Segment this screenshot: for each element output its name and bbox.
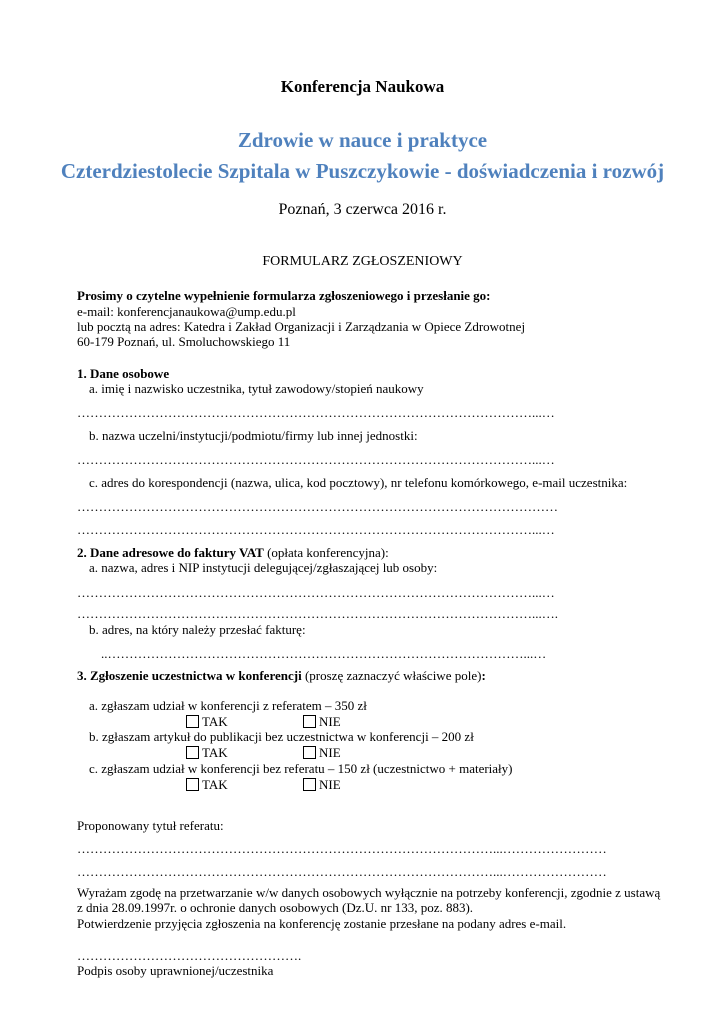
intro-email: e-mail: konferencjanaukowa@ump.edu.pl	[77, 304, 296, 319]
checkbox-b-yes[interactable]	[186, 746, 199, 759]
section1-heading: 1. Dane osobowe	[77, 366, 170, 381]
option-c-yes[interactable]	[186, 777, 228, 793]
option-a-no[interactable]	[303, 714, 341, 730]
option-b-yes[interactable]	[186, 745, 228, 761]
checkbox-c-no[interactable]	[303, 778, 316, 791]
fill-line-invoice-address[interactable]: ..……………………………………………………………………………………...…	[101, 646, 547, 661]
section3-heading	[77, 668, 486, 684]
section3-heading-colon: :	[481, 668, 486, 683]
option-a-yes-label: TAK	[202, 714, 228, 729]
fill-line-invoice-2[interactable]: ……………………………………………………………………………………………...….	[77, 606, 558, 621]
option-a-yes[interactable]	[186, 714, 228, 730]
fill-line-address-1[interactable]: …………………………………………………………………………………………………	[77, 499, 558, 514]
consent-line-2: z dnia 28.09.1997r. o ochronie danych osobowych (Dz.U. nr 133, poz. 883).	[77, 900, 474, 915]
section2-item-a: a. nazwa, adres i NIP instytucji delegującej/zgłaszającej lub osoby:	[89, 560, 438, 575]
option-b-no-label: NIE	[319, 745, 341, 760]
section2-heading-rest: (opłata konferencyjna):	[263, 545, 389, 560]
title-line-2: Czterdziestolecie Szpitala w Puszczykowie - doświadczenia i rozwój	[60, 159, 665, 183]
fill-line-paper-1[interactable]: ……………………………………………………………………………………...……………………	[77, 841, 607, 856]
section2-item-b: b. adres, na który należy przesłać fakturę:	[89, 622, 306, 637]
intro-post-line2: 60-179 Poznań, ul. Smoluchowskiego 11	[77, 334, 291, 349]
option-c-no[interactable]	[303, 777, 341, 793]
section1-item-c: c. adres do korespondencji (nazwa, ulica, kod pocztowy), nr telefonu komórkowego, e-mail uczestnika:	[89, 475, 628, 490]
section1-item-b: b. nazwa uczelni/instytucji/podmiotu/firmy lub innej jednostki:	[89, 428, 418, 443]
checkbox-a-no[interactable]	[303, 715, 316, 728]
option-b-no[interactable]	[303, 745, 341, 761]
option-a-no-label: NIE	[319, 714, 341, 729]
section3-heading-rest: (proszę zaznaczyć właściwe pole)	[301, 668, 482, 683]
signature-line[interactable]: …………………………………………….	[77, 948, 302, 963]
fill-line-invoice-1[interactable]: ……………………………………………………………………………………………...…	[77, 585, 555, 600]
fill-line-institution[interactable]: ……………………………………………………………………………………………...…	[77, 452, 555, 467]
place-date: Poznań, 3 czerwca 2016 r.	[278, 201, 447, 218]
paper-title-label: Proponowany tytuł referatu:	[77, 818, 224, 833]
section3-item-a: a. zgłaszam udział w konferencji z referatem – 350 zł	[89, 698, 367, 713]
fill-line-address-2[interactable]: ……………………………………………………………………………………………...…	[77, 522, 555, 537]
option-c-no-label: NIE	[319, 777, 341, 792]
checkbox-c-yes[interactable]	[186, 778, 199, 791]
title-line-1: Zdrowie w nauce i praktyce	[237, 128, 488, 152]
section3-item-b: b. zgłaszam artykuł do publikacji bez uczestnictwa w konferencji – 200 zł	[89, 729, 474, 744]
section1-item-a: a. imię i nazwisko uczestnika, tytuł zawodowy/stopień naukowy	[89, 381, 424, 396]
section2-heading-bold: 2. Dane adresowe do faktury VAT	[77, 545, 264, 560]
checkbox-a-yes[interactable]	[186, 715, 199, 728]
signature-label: Podpis osoby uprawnionej/uczestnika	[77, 963, 274, 978]
intro-post-line1: lub pocztą na adres: Katedra i Zakład Organizacji i Zarządzania w Opiece Zdrowotnej	[77, 319, 526, 334]
consent-line-1: Wyrażam zgodę na przetwarzanie w/w danych osobowych wyłącznie na potrzeby konferencji, zgodnie z ustawą	[77, 885, 661, 900]
fill-line-paper-2[interactable]: ……………………………………………………………………………………...……………………	[77, 864, 607, 879]
option-c-yes-label: TAK	[202, 777, 228, 792]
section2-heading	[77, 545, 389, 561]
form-title: FORMULARZ ZGŁOSZENIOWY	[262, 254, 463, 269]
intro-heading: Prosimy o czytelne wypełnienie formularza zgłoszeniowego i przesłanie go:	[77, 288, 491, 303]
fill-line-name[interactable]: ……………………………………………………………………………………………...…	[77, 405, 555, 420]
section3-item-c: c. zgłaszam udział w konferencji bez referatu – 150 zł (uczestnictwo + materiały)	[89, 761, 513, 776]
option-b-yes-label: TAK	[202, 745, 228, 760]
checkbox-b-no[interactable]	[303, 746, 316, 759]
conference-label: Konferencja Naukowa	[280, 77, 445, 96]
consent-line-3: Potwierdzenie przyjęcia zgłoszenia na konferencję zostanie przesłane na podany adres e-mail.	[77, 916, 567, 931]
section3-heading-bold: 3. Zgłoszenie uczestnictwa w konferencji	[77, 668, 302, 683]
